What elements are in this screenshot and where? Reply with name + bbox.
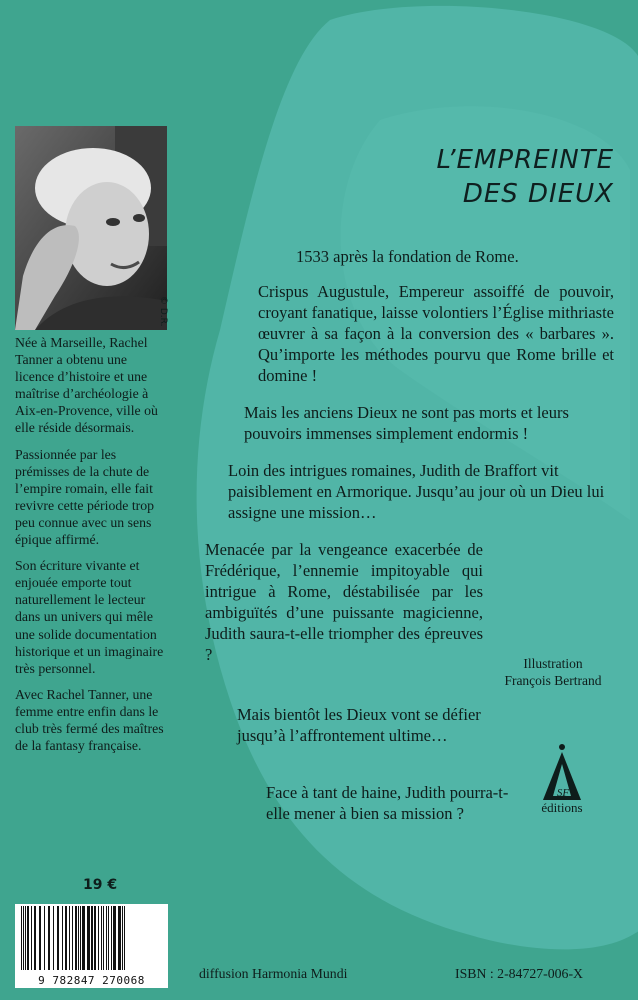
barcode-bar <box>94 906 96 970</box>
title-line-1: L’EMPREINTE <box>436 145 614 175</box>
barcode-bar <box>23 906 24 970</box>
blurb-intro: 1533 après la fondation de Rome. <box>296 247 519 266</box>
price: 19 € <box>83 877 118 893</box>
barcode-bar <box>87 906 90 970</box>
blurb-paragraph-3: Loin des intrigues romaines, Judith de Braffort vit paisiblement en Armorique. Jusqu’au jour où un Dieu lui assigne une mission… <box>228 461 605 522</box>
photo-credit: © D.R. <box>158 296 168 327</box>
bio-paragraph-4: Avec Rachel Tanner, une femme entre enfin dans le club très fermé des maîtres de la fantasy française. <box>15 686 164 754</box>
barcode-bar <box>25 906 26 970</box>
barcode-bar <box>124 906 125 970</box>
barcode <box>15 904 168 988</box>
barcode-bar <box>113 906 116 970</box>
barcode-bar <box>101 906 102 970</box>
barcode-bar <box>111 906 112 970</box>
illustration-credit <box>480 655 626 689</box>
author-portrait <box>15 126 167 330</box>
barcode-bar <box>39 906 41 970</box>
blurb-paragraph-6: Face à tant de haine, Judith pourra-t-elle mener à bien sa mission ? <box>266 783 509 823</box>
barcode-bar <box>44 906 45 970</box>
barcode-bar <box>48 906 50 970</box>
barcode-bar <box>27 906 29 970</box>
blurb-paragraph-4: Menacée par la vengeance exacerbée de Frédérique, l’ennemie impitoyable qui intrigue à Rome, déstabilisée par les ambiguïtés d’une puissante magicienne, Judith saura-t-elle triompher des épreuves ? <box>205 540 483 664</box>
barcode-bar <box>108 906 109 970</box>
title-line-2: DES DIEUX <box>462 179 614 209</box>
author-photo <box>15 126 167 330</box>
publisher-logo-letters: SF <box>556 787 570 799</box>
author-bio <box>15 334 167 763</box>
bio-paragraph-3: Son écriture vivante et enjouée emporte tout naturellement le lecteur dans un univers qui mêle une solide documentation historique et un imaginaire très personnel. <box>15 558 164 676</box>
barcode-bar <box>53 906 54 970</box>
barcode-bar <box>34 906 36 970</box>
barcode-digits: 9 782847 270068 <box>38 974 145 987</box>
isbn: ISBN : 2-84727-006-X <box>455 966 583 981</box>
illustration-artist: François Bertrand <box>504 673 602 688</box>
blurb-paragraph-1: Crispus Augustule, Empereur assoiffé de pouvoir, croyant fanatique, laisse volontiers l’Église mithriaste œuvrer à sa façon à la conversion des « barbares ». Qu’importe les méthodes pourvu que Rome brille et domine ! <box>258 282 614 385</box>
blurb-paragraph-2: Mais les anciens Dieux ne sont pas morts et leurs pouvoirs immenses simplement endormis ! <box>244 403 569 443</box>
barcode-bar <box>69 906 70 970</box>
barcode-bar <box>75 906 77 970</box>
publisher-name: éditions <box>541 800 583 815</box>
barcode-bar <box>65 906 67 970</box>
barcode-bars <box>19 906 164 970</box>
blurb-paragraph-5: Mais bientôt les Dieux vont se défier jusqu’à l’affrontement ultime… <box>237 705 481 745</box>
bio-paragraph-1: Née à Marseille, Rachel Tanner a obtenu une licence d’histoire et une maîtrise d’archéologie à Aix-en-Provence, ville où elle réside désormais. <box>15 335 158 436</box>
barcode-bar <box>72 906 73 970</box>
barcode-bar <box>122 906 123 970</box>
illustration-label: Illustration <box>523 656 583 671</box>
distributor: diffusion Harmonia Mundi <box>199 966 348 981</box>
barcode-bar <box>106 906 107 970</box>
bio-paragraph-2: Passionnée par les prémisses de la chute de l’empire romain, elle fait revivre cette période trop peu connue avec un sens épique affirmé. <box>15 446 155 548</box>
barcode-bar <box>98 906 99 970</box>
barcode-bar <box>82 906 85 970</box>
barcode-bar <box>31 906 32 970</box>
barcode-bar <box>118 906 121 970</box>
barcode-bar <box>91 906 93 970</box>
barcode-bar <box>62 906 63 970</box>
barcode-bar <box>80 906 81 970</box>
barcode-bar <box>78 906 79 970</box>
barcode-bar <box>103 906 104 970</box>
barcode-bar <box>57 906 59 970</box>
barcode-bar <box>21 906 22 970</box>
